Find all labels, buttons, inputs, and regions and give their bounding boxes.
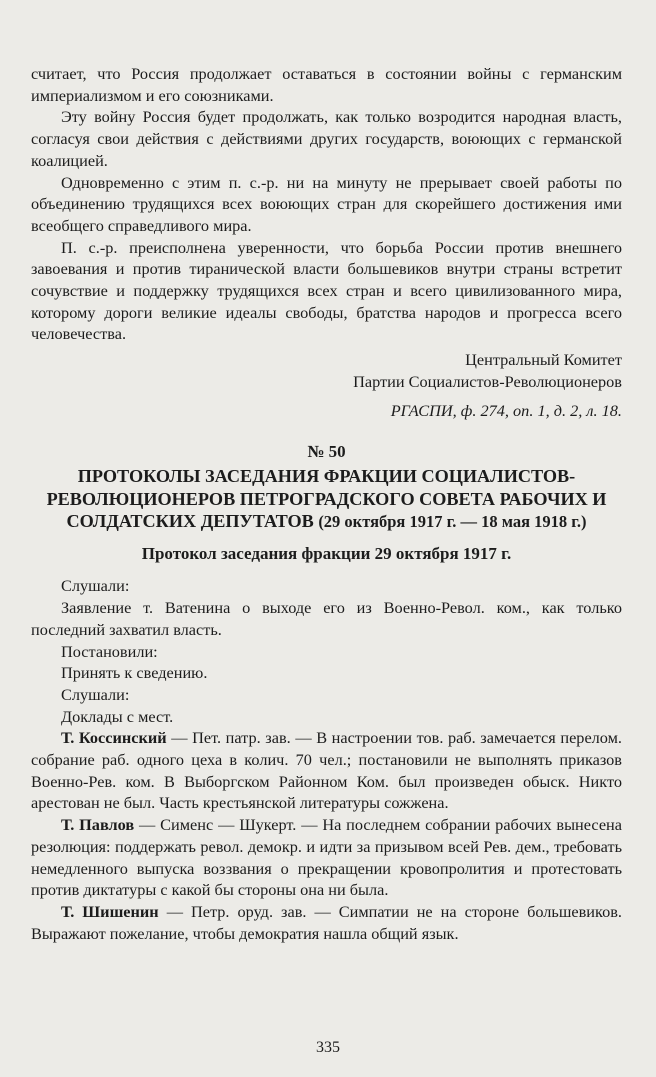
report-text: — Петр. оруд. зав. — Симпатии не на стороне большевиков. Выражают пожелание, чтобы демократия нашла общий язык. [31,901,622,943]
paragraph-struggle: П. с.-р. преисполнена уверенности, что борьба России против внешнего завоевания и против тиранической власти большевиков внутри страны встретит сочувствие и поддержку трудящихся всех стран и всего цивилизованного мира, которому дороги великие идеалы свободы, братства народов и прогресса всего человечества. [31,237,622,344]
title-main: ПРОТОКОЛЫ ЗАСЕДАНИЯ ФРАКЦИИ СОЦИАЛИСТОВ-РЕВОЛЮЦИОНЕРОВ ПЕТРОГРАДСКОГО СОВЕТА РАБОЧИХ И СОЛДАТСКИХ ДЕПУТАТОВ [46,465,607,532]
speaker-name: Т. Павлов [61,815,135,835]
report-kossinsky [31,727,622,814]
heard-label-2: Слушали: [61,684,130,704]
signature-line-1: Центральный Комитет [465,350,622,370]
protocol-subtitle: Протокол заседания фракции 29 октября 1917 г. [141,543,512,563]
resolved-label: Постановили: [61,641,158,661]
archive-source: РГАСПИ, ф. 274, оп. 1, д. 2, л. 18. [390,400,622,420]
document-number: № 50 [307,442,346,462]
speaker-name: Т. Шишенин [61,901,159,921]
page-number: 335 [316,1039,340,1056]
signature-line-2: Партии Социалистов-Революционеров [353,371,622,391]
report-text: — Пет. патр. зав. — В настроении тов. раб. замечается перелом. собрание раб. одного цеха в колич. 70 чел.; постановили не выполнять приказов Военно-Рев. ком. В Выборгском Районном Ком. был произведен обыск. Никто арестован не был. Часть крестьянской литературы сожжена. [31,728,622,813]
paragraph-peace-work: Одновременно с этим п. с.-р. ни на минуту не прерывает своей работы по объединению трудящихся всех воюющих стран для скорейшего достижения ими всеобщего справедливого мира. [31,172,622,235]
heard-text-1: Заявление т. Ватенина о выходе его из Военно-Револ. ком., как только последний захватил власть. [31,598,622,639]
document-title [31,465,622,534]
report-text: — Сименс — Шукерт. — На последнем собрании рабочих вынесена резолюция: поддержать револ. демокр. и идти за призывом всей Рев. дем., требовать немедленного выпуска воззвания о прекращении кровопролития и протестовать против диктатуры с какой бы стороны она ни была. [31,815,622,900]
report-shishenin [31,901,622,944]
title-dates: (29 октября 1917 г. — 18 мая 1918 г.) [318,512,587,532]
heard-label-1: Слушали: [61,576,130,596]
speaker-name: Т. Коссинский [61,728,167,748]
heard-text-2: Доклады с мест. [61,706,174,726]
resolved-text: Принять к сведению. [61,663,208,683]
report-pavlov [31,814,622,901]
paragraph-continuation: считает, что Россия продолжает оставаться в состоянии войны с германским империализмом и его союзниками. [31,64,622,105]
paragraph-war-continue: Эту войну Россия будет продолжать, как только возродится народная власть, согласуя свои действия с действиями других государств, воюющих с германской коалицией. [31,107,622,170]
